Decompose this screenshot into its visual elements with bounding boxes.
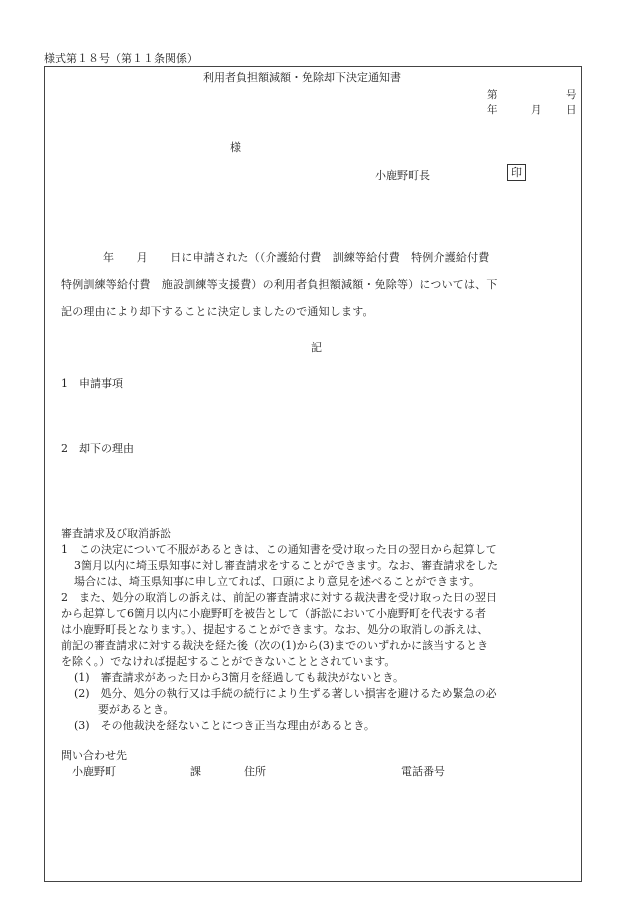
issuer-name: 小鹿野町長 [375, 169, 430, 182]
date-year-label: 年 [487, 104, 498, 116]
doc-number-dai: 第 [487, 89, 498, 101]
appeal-sub-3: (3) その他裁決を経ないことにつき正当な理由があるとき。 [74, 719, 375, 732]
date-month-label: 月 [531, 104, 542, 116]
item-rejection-reason: 2 却下の理由 [61, 442, 134, 455]
contact-address: 住所 [244, 765, 266, 778]
appeal-sub-2-line1: (2) 処分、処分の執行又は手続の続行により生ずる著しい損害を避けるため緊急の必 [74, 687, 497, 700]
appeal-p2-line1: 2 また、処分の取消しの訴えは、前記の審査請求に対する裁決書を受け取った日の翌日 [61, 591, 497, 604]
appeal-p2-line4: 前記の審査請求に対する裁決を経た後（次の(1)から(3)までのいずれかに該当するとき [61, 639, 489, 652]
body-line-2: 特例訓練等給付費 施設訓練等支援費）の利用者負担額減額・免除等）については、下 [61, 278, 498, 291]
date-day-label: 日 [566, 104, 577, 116]
appeal-p2-line5: を除く。）でなければ提起することができないこととされています。 [61, 655, 396, 668]
appeal-heading: 審査請求及び取消訴訟 [61, 527, 171, 540]
item-application: 1 申請事項 [61, 377, 123, 390]
contact-phone: 電話番号 [401, 765, 445, 778]
appeal-p2-line3: は小鹿野町長となります。）、提起することができます。なお、処分の取消しの訴えは、 [61, 623, 489, 636]
appeal-p1-line1: 1 この決定について不服があるときは、この通知書を受け取った日の翌日から起算して [61, 543, 497, 556]
contact-town: 小鹿野町 [72, 765, 116, 778]
appeal-p2-line2: から起算して6箇月以内に小鹿野町を被告として（訴訟において小鹿野町を代表する者 [61, 607, 486, 620]
document-frame [44, 66, 582, 882]
appeal-p1-line3: 場合には、埼玉県知事に申し立てれば、口頭により意見を述べることができます。 [74, 575, 481, 588]
body-line-3: 記の理由により却下することに決定しましたので通知します。 [61, 305, 374, 318]
recipient-suffix: 様 [230, 141, 241, 154]
appeal-sub-2-line2: 要があるとき。 [98, 703, 175, 716]
seal-mark: 印 [507, 164, 526, 181]
appeal-p1-line2: 3箇月以内に埼玉県知事に対し審査請求をすることができます。なお、審査請求をした [74, 559, 499, 572]
doc-number-go: 号 [566, 89, 577, 101]
appeal-sub-1: (1) 審査請求があった日から3箇月を経過しても裁決がないとき。 [74, 671, 405, 684]
contact-heading: 問い合わせ先 [61, 749, 127, 762]
body-line-1: 年 月 日に申請された（（介護給付費 訓練等給付費 特例介護給付費 [103, 251, 490, 264]
contact-section: 課 [190, 765, 201, 778]
document-title: 利用者負担額減額・免除却下決定通知書 [203, 71, 401, 84]
form-number: 様式第１８号（第１１条関係） [44, 52, 198, 65]
ki-heading: 記 [311, 341, 322, 354]
